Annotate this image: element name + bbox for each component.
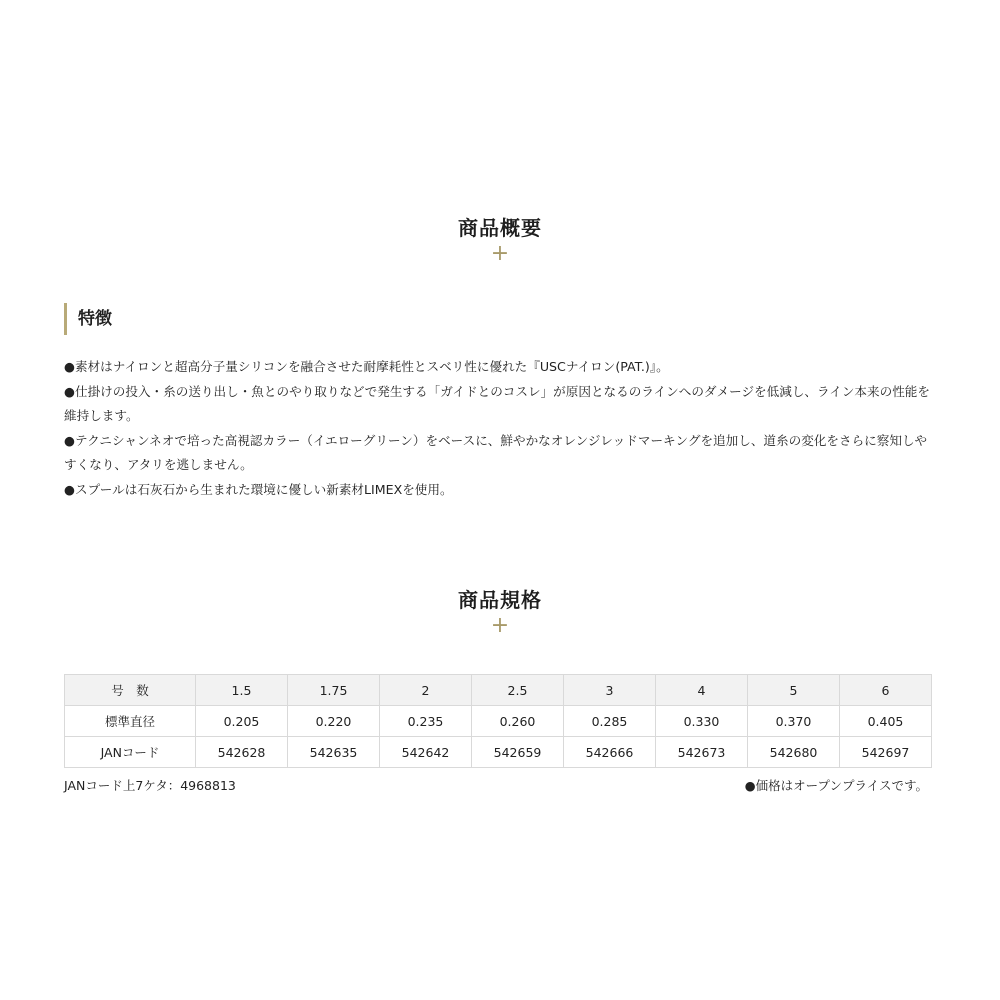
feature-list (64, 355, 934, 502)
table-cell: 2 (380, 675, 472, 706)
table-cell: 0.330 (656, 706, 748, 737)
spec-title: 商品規格 (458, 588, 542, 612)
row-label-size: 号 数 (65, 675, 196, 706)
table-cell: 542635 (288, 737, 380, 768)
table-cell: 542666 (564, 737, 656, 768)
table-cell: 2.5 (472, 675, 564, 706)
table-cell: 542673 (656, 737, 748, 768)
table-cell: 0.235 (380, 706, 472, 737)
features-heading: 特徴 (64, 303, 112, 335)
table-cell: 0.205 (196, 706, 288, 737)
spec-plus-icon: + (490, 613, 510, 638)
price-note: ●価格はオープンプライスです。 (744, 778, 928, 793)
row-label-jan: JANコード (65, 737, 196, 768)
table-cell: 542659 (472, 737, 564, 768)
spec-table (64, 674, 932, 768)
feature-item: ●仕掛けの投入・糸の送り出し・魚とのやり取りなどで発生する「ガイドとのコスレ」が原因となるのラインへのダメージを低減し、ライン本来の性能を維持します。 (64, 383, 930, 423)
feature-item: ●スプールは石灰石から生まれた環境に優しい新素材LIMEXを使用。 (64, 481, 453, 497)
table-cell: 0.405 (840, 706, 932, 737)
table-cell: 1.75 (288, 675, 380, 706)
feature-item: ●テクニシャンネオで培った高視認カラー（イエローグリーン）をベースに、鮮やかなオレンジレッドマーキングを追加し、道糸の変化をさらに察知しやすくなり、アタリを逃しません。 (64, 432, 928, 472)
table-cell: 0.285 (564, 706, 656, 737)
table-cell: 542642 (380, 737, 472, 768)
overview-plus-icon: + (490, 241, 510, 266)
table-cell: 4 (656, 675, 748, 706)
table-cell: 1.5 (196, 675, 288, 706)
overview-title: 商品概要 (458, 216, 542, 240)
table-cell: 3 (564, 675, 656, 706)
table-cell: 0.260 (472, 706, 564, 737)
table-row-size (65, 675, 932, 706)
row-label-diameter: 標準直径 (65, 706, 196, 737)
feature-item: ●素材はナイロンと超高分子量シリコンを融合させた耐摩耗性とスベリ性に優れた『USCナイロン(PAT.)』。 (64, 359, 669, 374)
table-cell: 5 (748, 675, 840, 706)
table-cell: 6 (840, 675, 932, 706)
table-cell: 542628 (196, 737, 288, 768)
table-cell: 0.370 (748, 706, 840, 737)
table-row-jan (65, 737, 932, 768)
table-cell: 0.220 (288, 706, 380, 737)
table-row-diameter (65, 706, 932, 737)
jan-prefix-note: JANコード上7ケタ：4968813 (64, 778, 236, 793)
table-cell: 542697 (840, 737, 932, 768)
table-cell: 542680 (748, 737, 840, 768)
